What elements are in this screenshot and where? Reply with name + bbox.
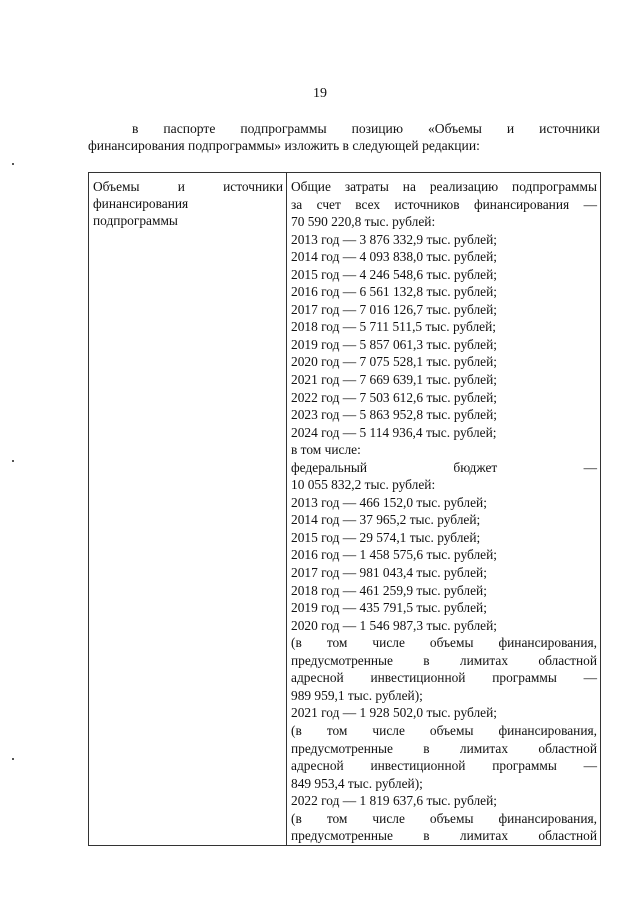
text-word: объемы [429, 810, 474, 826]
text-word: том [326, 722, 348, 738]
text-word: адресной [291, 670, 344, 686]
text-word: — [583, 758, 597, 774]
intro-word: паспорте [163, 121, 216, 136]
text-word: программы [492, 758, 557, 774]
year-line: 2023 год — 5 863 952,8 тыс. рублей; [291, 407, 497, 423]
left-word: источники [223, 179, 283, 194]
intro-line-2: финансирования подпрограммы» изложить в следующей редакции: [88, 138, 480, 153]
text-word: том [326, 810, 348, 826]
note-line [291, 740, 597, 758]
text-word: за [291, 196, 303, 212]
text-word: в [423, 652, 430, 668]
note-line [291, 757, 597, 775]
note-line [291, 634, 597, 652]
federal-year-line: 2020 год — 1 546 987,3 тыс. рублей; [291, 617, 497, 633]
intro-paragraph [88, 120, 600, 154]
text-word: (в [291, 635, 302, 651]
left-word: Объемы [93, 179, 140, 194]
text-word: объемы [429, 722, 474, 738]
total-line-2 [291, 196, 597, 214]
year-line: 2014 год — 4 093 838,0 тыс. рублей; [291, 249, 497, 265]
year-line: 2013 год — 3 876 332,9 тыс. рублей; [291, 231, 497, 247]
position-content-cell [287, 173, 601, 846]
text-word: инвестиционной [370, 670, 466, 686]
text-word: программы [492, 670, 557, 686]
scan-speck [12, 460, 14, 462]
intro-word: подпрограммы [240, 121, 327, 136]
text-word: предусмотренные [291, 740, 393, 756]
text-word: — [583, 459, 597, 475]
federal-year-line: 2014 год — 37 965,2 тыс. рублей; [291, 512, 481, 528]
text-word: финансирования [473, 196, 570, 212]
text-word: счет [316, 196, 341, 212]
text-word: лимитах [459, 828, 509, 844]
position-name-cell [89, 173, 287, 846]
scan-speck [12, 758, 14, 760]
year-line: 2015 год — 4 246 548,6 тыс. рублей; [291, 266, 497, 282]
total-sum: 70 590 220,8 тыс. рублей: [291, 214, 436, 230]
text-word: федеральный [291, 459, 368, 475]
text-word: предусмотренные [291, 652, 393, 668]
text-word: числе [372, 635, 405, 651]
text-word: в [423, 740, 430, 756]
left-line-2: финансирования [93, 196, 189, 211]
federal-sum: 10 055 832,2 тыс. рублей: [291, 477, 436, 493]
page-number: 19 [313, 86, 327, 101]
text-word: на [402, 179, 416, 194]
text-word: том [326, 635, 348, 651]
federal-year-line: 2016 год — 1 458 575,6 тыс. рублей; [291, 547, 497, 563]
text-word: Общие [291, 179, 331, 194]
year-line: 2016 год — 6 561 132,8 тыс. рублей; [291, 284, 497, 300]
text-word: предусмотренные [291, 828, 393, 844]
year-line: 2022 год — 7 503 612,6 тыс. рублей; [291, 389, 497, 405]
text-word: (в [291, 810, 302, 826]
federal-year-line: 2022 год — 1 819 637,6 тыс. рублей; [291, 793, 497, 809]
text-word: затраты [344, 179, 389, 194]
note-line [291, 722, 597, 740]
text-word: лимитах [459, 652, 509, 668]
text-word: областной [538, 652, 597, 668]
scan-speck [12, 163, 14, 165]
text-word: областной [538, 828, 597, 844]
note-end: 989 959,1 тыс. рублей); [291, 687, 423, 703]
left-line-3: подпрограммы [93, 213, 178, 228]
text-word: — [583, 196, 597, 212]
table-row [89, 173, 601, 846]
year-line: 2018 год — 5 711 511,5 тыс. рублей; [291, 319, 496, 335]
federal-year-line: 2021 год — 1 928 502,0 тыс. рублей; [291, 705, 497, 721]
year-line: 2024 год — 5 114 936,4 тыс. рублей; [291, 424, 497, 440]
passport-table [88, 172, 601, 846]
text-word: финансирования, [498, 810, 597, 826]
intro-word: «Объемы [427, 121, 482, 136]
text-word: бюджет [453, 459, 498, 475]
year-line: 2020 год — 7 075 528,1 тыс. рублей; [291, 354, 497, 370]
federal-year-line: 2018 год — 461 259,9 тыс. рублей; [291, 582, 487, 598]
total-line-1 [291, 178, 597, 196]
including-label: в том числе: [291, 442, 361, 458]
text-word: финансирования, [498, 722, 597, 738]
note-line [291, 827, 597, 845]
text-word: лимитах [459, 740, 509, 756]
text-word: финансирования, [498, 635, 597, 651]
year-line: 2019 год — 5 857 061,3 тыс. рублей; [291, 336, 497, 352]
federal-year-line: 2019 год — 435 791,5 тыс. рублей; [291, 600, 487, 616]
note-line [291, 652, 597, 670]
intro-line-1 [88, 120, 600, 137]
federal-year-line: 2013 год — 466 152,0 тыс. рублей; [291, 494, 487, 510]
left-word: и [177, 179, 185, 194]
text-word: в [423, 828, 430, 844]
intro-word: источники [539, 121, 600, 136]
text-word: областной [538, 740, 597, 756]
intro-word: в [132, 121, 139, 136]
note-end: 849 953,4 тыс. рублей); [291, 775, 423, 791]
year-line: 2017 год — 7 016 126,7 тыс. рублей; [291, 301, 497, 317]
text-word: адресной [291, 758, 344, 774]
text-word: — [583, 670, 597, 686]
federal-year-line: 2017 год — 981 043,4 тыс. рублей; [291, 565, 487, 581]
text-word: числе [372, 722, 405, 738]
text-word: инвестиционной [370, 758, 466, 774]
note-line [291, 669, 597, 687]
text-word: источников [394, 196, 460, 212]
federal-year-line: 2015 год — 29 574,1 тыс. рублей; [291, 529, 481, 545]
intro-word: позицию [351, 121, 403, 136]
text-word: подпрограммы [512, 179, 597, 194]
text-word: числе [372, 810, 405, 826]
text-word: объемы [429, 635, 474, 651]
text-word: (в [291, 722, 302, 738]
year-line: 2021 год — 7 669 639,1 тыс. рублей; [291, 372, 497, 388]
text-word: реализацию [429, 179, 499, 194]
intro-word: и [506, 121, 515, 136]
left-line-1 [93, 178, 283, 195]
federal-budget-line [291, 459, 597, 477]
text-word: всех [355, 196, 381, 212]
note-line [291, 810, 597, 828]
